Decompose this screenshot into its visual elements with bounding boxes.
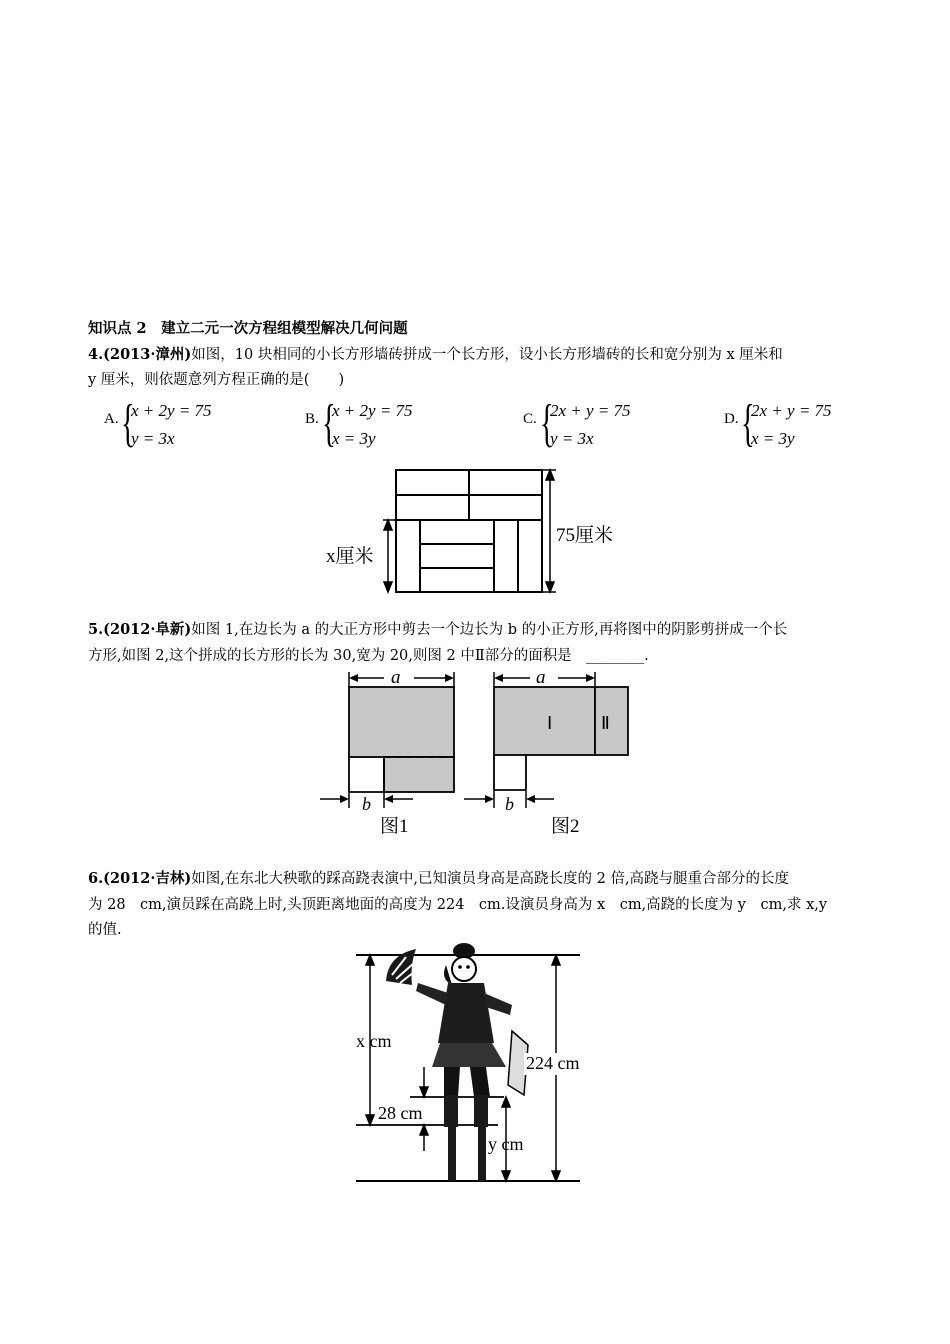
arrow-left-icon bbox=[384, 795, 393, 803]
q4-option-d[interactable] bbox=[724, 395, 884, 454]
region-1-label: Ⅰ bbox=[547, 713, 553, 733]
q6-number: 6. bbox=[88, 870, 104, 887]
q6-text1: 如图,在东北大秧歌的踩高跷表演中,已知演员身高是高跷长度的 2 倍,高跷与腿重合部分的长度 bbox=[191, 871, 790, 887]
arrow-right-icon bbox=[340, 795, 349, 803]
q6-line2: 为 28 cm,演员踩在高跷上时,头顶距离地面的高度为 224 cm.设演员身高为 x cm,高跷的长度为 y cm,求 x,y bbox=[88, 897, 828, 913]
arrow-up-icon bbox=[552, 955, 560, 965]
q4-option-c[interactable] bbox=[523, 395, 683, 454]
q5-text1: 如图 1,在边长为 a 的大正方形中剪去一个边长为 b 的小正方形,再将图中的阴影剪拼成一个长 bbox=[191, 622, 788, 638]
equation-1: x + 2y = 75 bbox=[131, 401, 212, 420]
b-label: b bbox=[505, 794, 514, 814]
equation-2: x = 3y bbox=[332, 429, 376, 448]
q4-option-b[interactable] bbox=[305, 395, 465, 454]
arrow-up-icon bbox=[366, 955, 374, 965]
a-label: a bbox=[536, 667, 546, 688]
q5-source: (2012·阜新) bbox=[103, 621, 192, 638]
arrow-left-icon bbox=[349, 674, 358, 682]
brace-icon: { bbox=[741, 395, 755, 452]
arrow-right-icon bbox=[445, 674, 454, 682]
q4-text1: 如图，10 块相同的小长方形墙砖拼成一个长方形，设小长方形墙砖的长和宽分别为 x 厘米和 bbox=[191, 347, 783, 363]
figure-1-caption: 图1 bbox=[380, 816, 409, 837]
figure-1 bbox=[320, 667, 454, 837]
x-height-label: x cm bbox=[356, 1031, 392, 1051]
q4-option-a[interactable] bbox=[104, 395, 264, 454]
q4-tile-figure bbox=[320, 462, 640, 610]
arrow-right-icon bbox=[586, 674, 595, 682]
shaded-region bbox=[384, 757, 454, 792]
arrow-left-icon bbox=[526, 795, 535, 803]
option-label: C. bbox=[523, 411, 537, 427]
arrow-up-icon bbox=[502, 1097, 510, 1107]
equation-2: x = 3y bbox=[751, 429, 795, 448]
section-heading: 知识点 2 建立二元一次方程组模型解决几何问题 bbox=[88, 320, 408, 337]
x-dimension-label: x厘米 bbox=[326, 546, 374, 567]
arrow-down-icon bbox=[552, 1171, 560, 1181]
total-dimension-label: 75厘米 bbox=[556, 525, 614, 546]
arrow-right-icon bbox=[485, 795, 494, 803]
brace-icon: { bbox=[121, 395, 135, 452]
overlap-label: 28 cm bbox=[378, 1103, 423, 1123]
brace-icon: { bbox=[540, 395, 554, 452]
region-2-rect bbox=[595, 687, 628, 755]
q5-line1 bbox=[88, 617, 787, 643]
equation-1: 2x + y = 75 bbox=[751, 401, 832, 420]
figure-2-caption: 图2 bbox=[551, 816, 580, 837]
q5-square-figures bbox=[318, 662, 634, 838]
q4-number: 4. bbox=[88, 346, 104, 363]
q5-number: 5. bbox=[88, 621, 104, 638]
q5-line2: 方形,如图 2,这个拼成的长方形的长为 30,宽为 20,则图 2 中Ⅱ部分的面积是 ________. bbox=[88, 648, 649, 664]
b-label: b bbox=[362, 794, 371, 814]
arrow-down-icon bbox=[546, 582, 554, 592]
shaded-region bbox=[349, 687, 454, 757]
equation-2: y = 3x bbox=[550, 429, 594, 448]
arrow-down-icon bbox=[502, 1171, 510, 1181]
equation-1: 2x + y = 75 bbox=[550, 401, 631, 420]
arrow-down-icon bbox=[384, 582, 392, 592]
arrow-up-icon bbox=[420, 1125, 428, 1135]
q6-line3: 的值. bbox=[88, 922, 122, 938]
a-label: a bbox=[391, 667, 401, 688]
region-2-label: Ⅱ bbox=[601, 713, 610, 733]
total-height-label: 224 cm bbox=[526, 1053, 580, 1073]
arrow-up-icon bbox=[384, 520, 392, 530]
arrow-up-icon bbox=[546, 470, 554, 480]
q4-line1 bbox=[88, 342, 783, 368]
option-label: B. bbox=[305, 411, 319, 427]
y-length-label: y cm bbox=[488, 1134, 524, 1154]
equation-1: x + 2y = 75 bbox=[332, 401, 413, 420]
region-1-rect bbox=[494, 687, 595, 755]
q6-line1 bbox=[88, 866, 789, 892]
q4-line2: y 厘米，则依题意列方程正确的是( ) bbox=[88, 372, 345, 388]
equation-2: y = 3x bbox=[131, 429, 175, 448]
arrow-left-icon bbox=[494, 674, 503, 682]
q6-stilt-figure bbox=[348, 935, 608, 1187]
stilt-left bbox=[444, 1095, 458, 1127]
stilt-right bbox=[474, 1095, 488, 1127]
arrow-down-icon bbox=[420, 1087, 428, 1097]
option-label: D. bbox=[724, 411, 739, 427]
q4-source: (2013·漳州) bbox=[103, 346, 192, 363]
figure-2 bbox=[464, 667, 628, 837]
brace-icon: { bbox=[322, 395, 336, 452]
arrow-down-icon bbox=[366, 1115, 374, 1125]
q6-source: (2012·吉林) bbox=[103, 870, 192, 887]
option-label: A. bbox=[104, 411, 119, 427]
